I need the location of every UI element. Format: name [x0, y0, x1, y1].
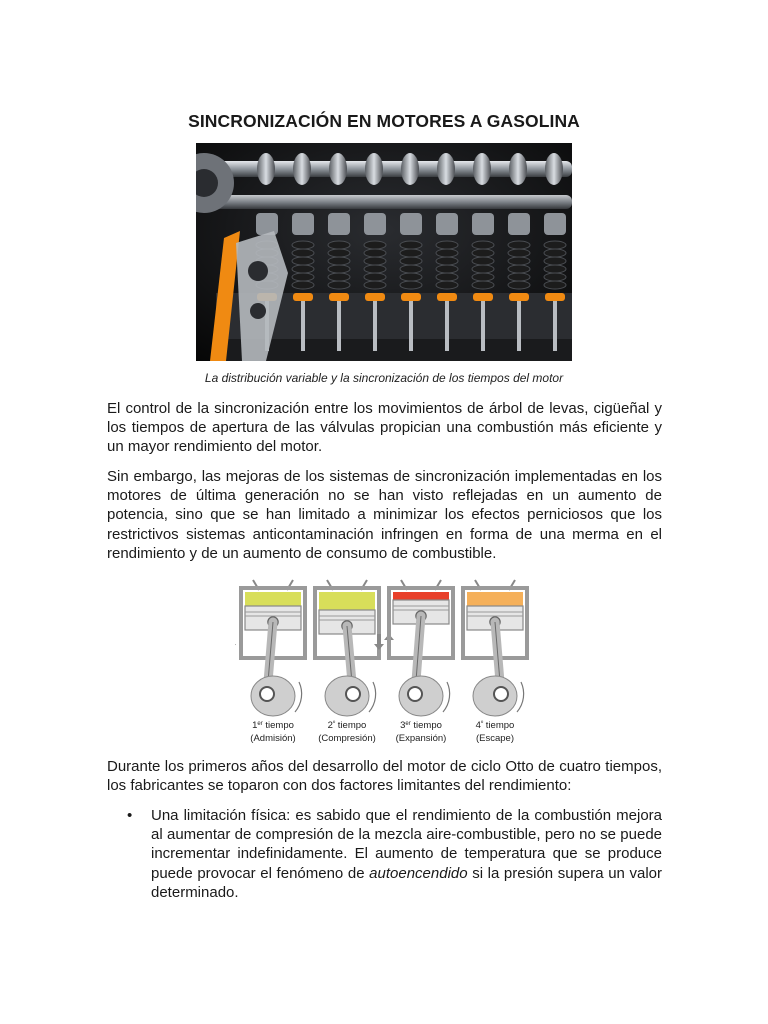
- valve-spring: [292, 249, 314, 257]
- valve-stem: [553, 301, 557, 351]
- rocker-arm: [472, 213, 494, 235]
- stroke-name-label: (Escape): [475, 733, 515, 744]
- valve-seat: [365, 293, 385, 301]
- valve-spring: [508, 281, 530, 289]
- cam-lobe: [293, 153, 311, 185]
- rocker-arm: [292, 213, 314, 235]
- stroke-number: 4: [475, 720, 481, 731]
- rocker-arm: [436, 213, 458, 235]
- valve-spring: [544, 281, 566, 289]
- rocker-arm: [328, 213, 350, 235]
- cam-lobe: [401, 153, 419, 185]
- valve-stem: [481, 301, 485, 351]
- valve-seat: [473, 293, 493, 301]
- valve-spring: [436, 273, 458, 281]
- valve-seat: [293, 293, 313, 301]
- valve-stem: [517, 301, 521, 351]
- cam-lobe: [329, 153, 347, 185]
- valve-spring: [328, 257, 350, 265]
- bullet-icon: •: [127, 807, 133, 824]
- bullet-emphasis: autoencendido: [369, 864, 468, 882]
- stroke-suffix: º: [480, 721, 484, 727]
- crank-pin: [494, 687, 508, 701]
- valve-spring: [364, 241, 386, 249]
- valve-spring: [328, 281, 350, 289]
- valve-spring: [364, 273, 386, 281]
- valve-stem: [301, 301, 305, 351]
- valve-spring: [508, 273, 530, 281]
- valve-spring: [472, 241, 494, 249]
- valve-spring: [508, 249, 530, 257]
- valve-spring: [328, 265, 350, 273]
- stroke-suffix: er: [257, 721, 263, 727]
- valve-spring: [328, 273, 350, 281]
- valve-spring: [400, 265, 422, 273]
- valve-spring: [292, 265, 314, 273]
- stroke-name-label: (Compresión): [318, 733, 376, 744]
- valve-spring: [400, 249, 422, 257]
- cam-lobe: [365, 153, 383, 185]
- valve-seat: [401, 293, 421, 301]
- valve-spring: [472, 257, 494, 265]
- cam-lobe: [545, 153, 563, 185]
- cam-lobe: [257, 153, 275, 185]
- crank-pin: [346, 687, 360, 701]
- valve-spring: [364, 281, 386, 289]
- stroke-number-label: [252, 720, 294, 731]
- valve-seat: [509, 293, 529, 301]
- rocker-arm: [400, 213, 422, 235]
- paragraph-2: Sin embargo, las mejoras de los sistemas de sincronización implementadas en los motores de última generación no se han visto reflejadas en un aumento de potencia, sino que se han limitado a minimizar los efectos perniciosos que los restrictivos sistemas anticontaminación infringen en forma de una merma en el rendimiento y de un aumento de consumo de combustible.: [107, 468, 662, 562]
- arrow-down-icon: [374, 634, 384, 650]
- combustion-chamber: [319, 592, 375, 612]
- valve-seat: [329, 293, 349, 301]
- valve-spring: [364, 265, 386, 273]
- crank-pin: [260, 687, 274, 701]
- camshaft-valvetrain-image: [196, 143, 572, 361]
- four-stroke-cycle-diagram: [235, 572, 531, 748]
- stroke-word: tiempo: [262, 720, 294, 731]
- valve-spring: [400, 257, 422, 265]
- valve-spring: [436, 249, 458, 257]
- stroke-number-label: [476, 720, 515, 731]
- limitations-list: [107, 806, 662, 902]
- valve-spring: [292, 257, 314, 265]
- valve-spring: [544, 257, 566, 265]
- valve-spring: [508, 241, 530, 249]
- rotation-arrow-icon: [295, 682, 302, 712]
- valve-spring: [400, 241, 422, 249]
- cam-lobe: [473, 153, 491, 185]
- stroke-number: 2: [327, 720, 333, 731]
- paragraph-1: El control de la sincronización entre los movimientos de árbol de levas, cigüeñal y los tiempos de apertura de las válvulas propician una combustión más eficiente y un mayor rendimiento del motor.: [107, 400, 662, 456]
- rocker-arm: [508, 213, 530, 235]
- valve-stem: [337, 301, 341, 351]
- valve-spring: [400, 273, 422, 281]
- valve-spring: [364, 257, 386, 265]
- valve-spring: [544, 241, 566, 249]
- valve-seat: [437, 293, 457, 301]
- valve-spring: [328, 249, 350, 257]
- valve-stem: [445, 301, 449, 351]
- list-item: [107, 806, 662, 902]
- valve-seat: [545, 293, 565, 301]
- valve-spring: [544, 273, 566, 281]
- valve-spring: [472, 273, 494, 281]
- rotation-arrow-icon: [369, 682, 376, 712]
- rocker-arm: [544, 213, 566, 235]
- rotation-arrow-icon: [517, 682, 524, 712]
- stroke-name-label: (Expansión): [395, 733, 447, 744]
- bullet-text-after: si la presión supera un valor determinado.: [151, 864, 662, 901]
- valve-spring: [436, 241, 458, 249]
- bullet-text-before: Una limitación física: es sabido que el rendimiento de la combustión mejora al aumentar de compresión de la mezcla aire-combustible, pero no se puede incrementar indefinidamente. El aumento de temperatura que se produce puede provocar el fenómeno de: [151, 807, 662, 882]
- stroke-number-label: [328, 720, 367, 731]
- valve-spring: [508, 265, 530, 273]
- valve-stem: [373, 301, 377, 351]
- valve-spring: [544, 265, 566, 273]
- stroke-name-label: (Admisión): [250, 733, 296, 744]
- rocker-arm: [256, 213, 278, 235]
- stroke-suffix: º: [332, 721, 336, 727]
- rotation-arrow-icon: [443, 682, 450, 712]
- page-title: SINCRONIZACIÓN EN MOTORES A GASOLINA: [188, 111, 580, 131]
- stroke-number-label: [400, 720, 442, 731]
- rocker-arm: [364, 213, 386, 235]
- valve-spring: [436, 281, 458, 289]
- valve-stem: [409, 301, 413, 351]
- valve-spring: [436, 257, 458, 265]
- stroke-word: tiempo: [335, 720, 367, 731]
- valve-spring: [292, 241, 314, 249]
- valve-spring: [292, 273, 314, 281]
- valve-spring: [472, 249, 494, 257]
- crank-pin: [408, 687, 422, 701]
- figure1-caption: La distribución variable y la sincronización de los tiempos del motor: [204, 371, 564, 385]
- arrow-down-icon: [235, 634, 236, 650]
- stroke-suffix: er: [405, 721, 411, 727]
- cam-lobe: [509, 153, 527, 185]
- paragraph-3: Durante los primeros años del desarrollo del motor de ciclo Otto de cuatro tiempos, los fabricantes se toparon con dos factores limitantes del rendimiento:: [107, 758, 662, 795]
- stroke-number: 3: [400, 720, 406, 731]
- valve-spring: [364, 249, 386, 257]
- valve-spring: [328, 241, 350, 249]
- stroke-number: 1: [252, 720, 258, 731]
- valve-spring: [436, 265, 458, 273]
- valve-spring: [292, 281, 314, 289]
- valve-spring: [544, 249, 566, 257]
- cam-lobe: [437, 153, 455, 185]
- valve-spring: [508, 257, 530, 265]
- valve-spring: [472, 281, 494, 289]
- valve-spring: [472, 265, 494, 273]
- valve-spring: [400, 281, 422, 289]
- stroke-word: tiempo: [410, 720, 442, 731]
- stroke-word: tiempo: [483, 720, 515, 731]
